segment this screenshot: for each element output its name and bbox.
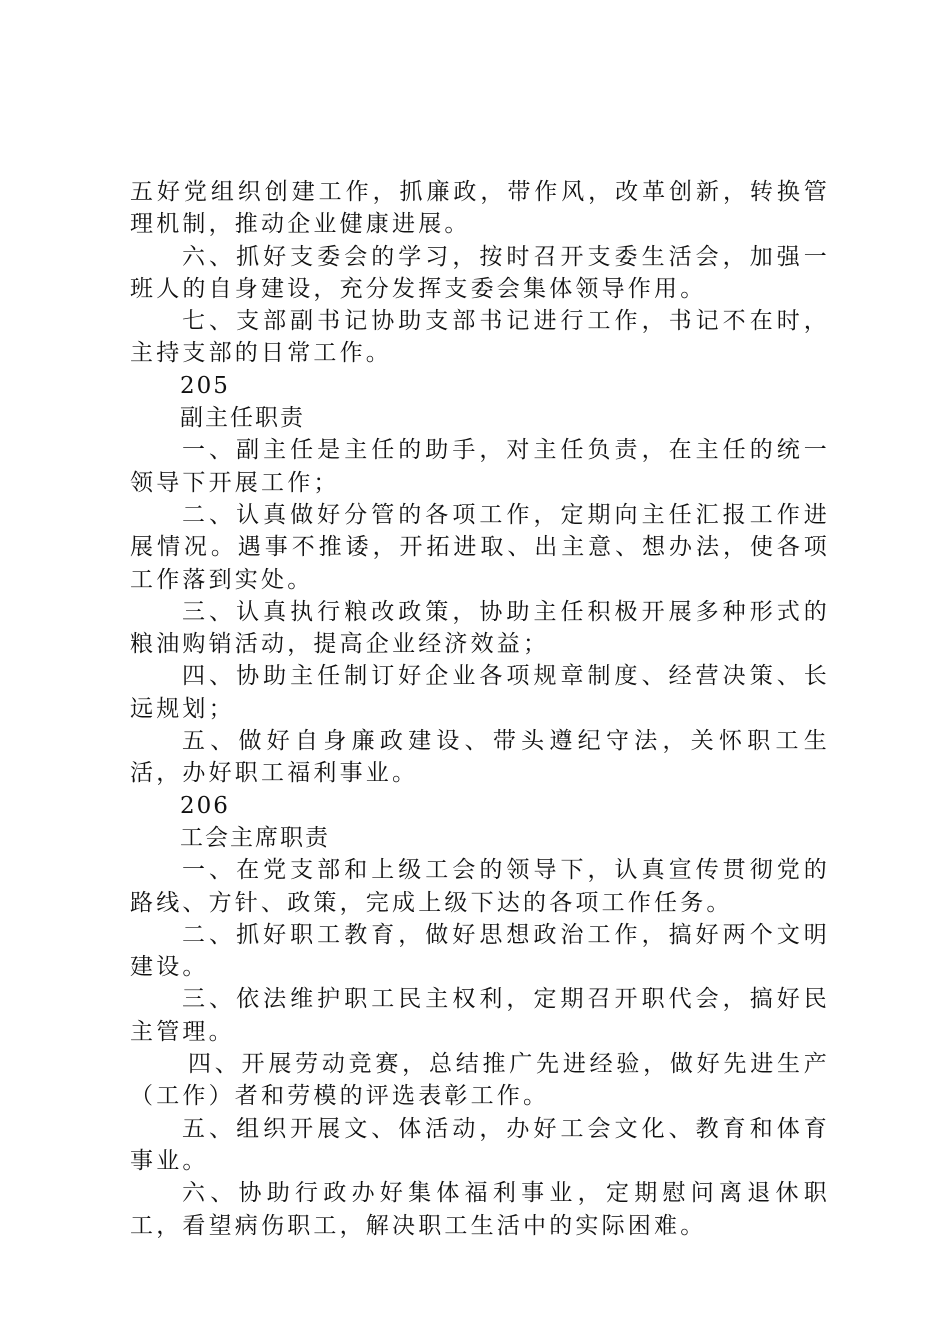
paragraph-deputy-5: 五、做好自身廉政建设、带头遵纪守法，关怀职工生活，办好职工福利事业。 xyxy=(130,728,830,787)
page-number-205: 205 xyxy=(180,372,230,399)
paragraph-union-2: 二、抓好职工教育，做好思想政治工作，搞好两个文明建设。 xyxy=(130,921,830,981)
paragraph-union-1: 一、在党支部和上级工会的领导下，认真宣传贯彻党的路线、方针、政策，完成上级下达的各项工作任务。 xyxy=(130,857,830,916)
section-title-deputy-director: 副主任职责 xyxy=(180,405,305,432)
paragraph-union-3: 三、依法维护职工民主权利，定期召开职代会，搞好民主管理。 xyxy=(130,986,830,1045)
paragraph-union-4: 四、开展劳动竞赛，总结推广先进经验，做好先进生产（工作）者和劳模的评选表彰工作。 xyxy=(130,1051,830,1110)
paragraph-deputy-2: 二、认真做好分管的各项工作，定期向主任汇报工作进展情况。遇事不推诿，开拓进取、出主意、想办法，使各项工作落到实处。 xyxy=(130,501,830,593)
paragraph-intro-continued: 五好党组织创建工作，抓廉政，带作风，改革创新，转换管理机制，推动企业健康进展。 xyxy=(130,179,830,238)
paragraph-deputy-1: 一、副主任是主任的助手，对主任负责，在主任的统一领导下开展工作； xyxy=(130,437,830,496)
paragraph-intro-6: 六、抓好支委会的学习，按时召开支委生活会，加强一班人的自身建设，充分发挥支委会集体领导作用。 xyxy=(130,243,830,302)
paragraph-deputy-3: 三、认真执行粮改政策，协助主任积极开展多种形式的粮油购销活动，提高企业经济效益； xyxy=(130,598,830,658)
document-page xyxy=(130,176,830,1242)
paragraph-deputy-4: 四、协助主任制订好企业各项规章制度、经营决策、长远规划； xyxy=(130,663,830,722)
paragraph-union-5: 五、组织开展文、体活动，办好工会文化、教育和体育事业。 xyxy=(130,1115,830,1174)
section-title-union-chair: 工会主席职责 xyxy=(180,824,330,851)
page-number-206: 206 xyxy=(180,792,230,819)
paragraph-union-6: 六、协助行政办好集体福利事业，定期慰问离退休职工，看望病伤职工，解决职工生活中的实际困难。 xyxy=(130,1180,830,1239)
paragraph-intro-7: 七、支部副书记协助支部书记进行工作，书记不在时，主持支部的日常工作。 xyxy=(130,308,830,367)
